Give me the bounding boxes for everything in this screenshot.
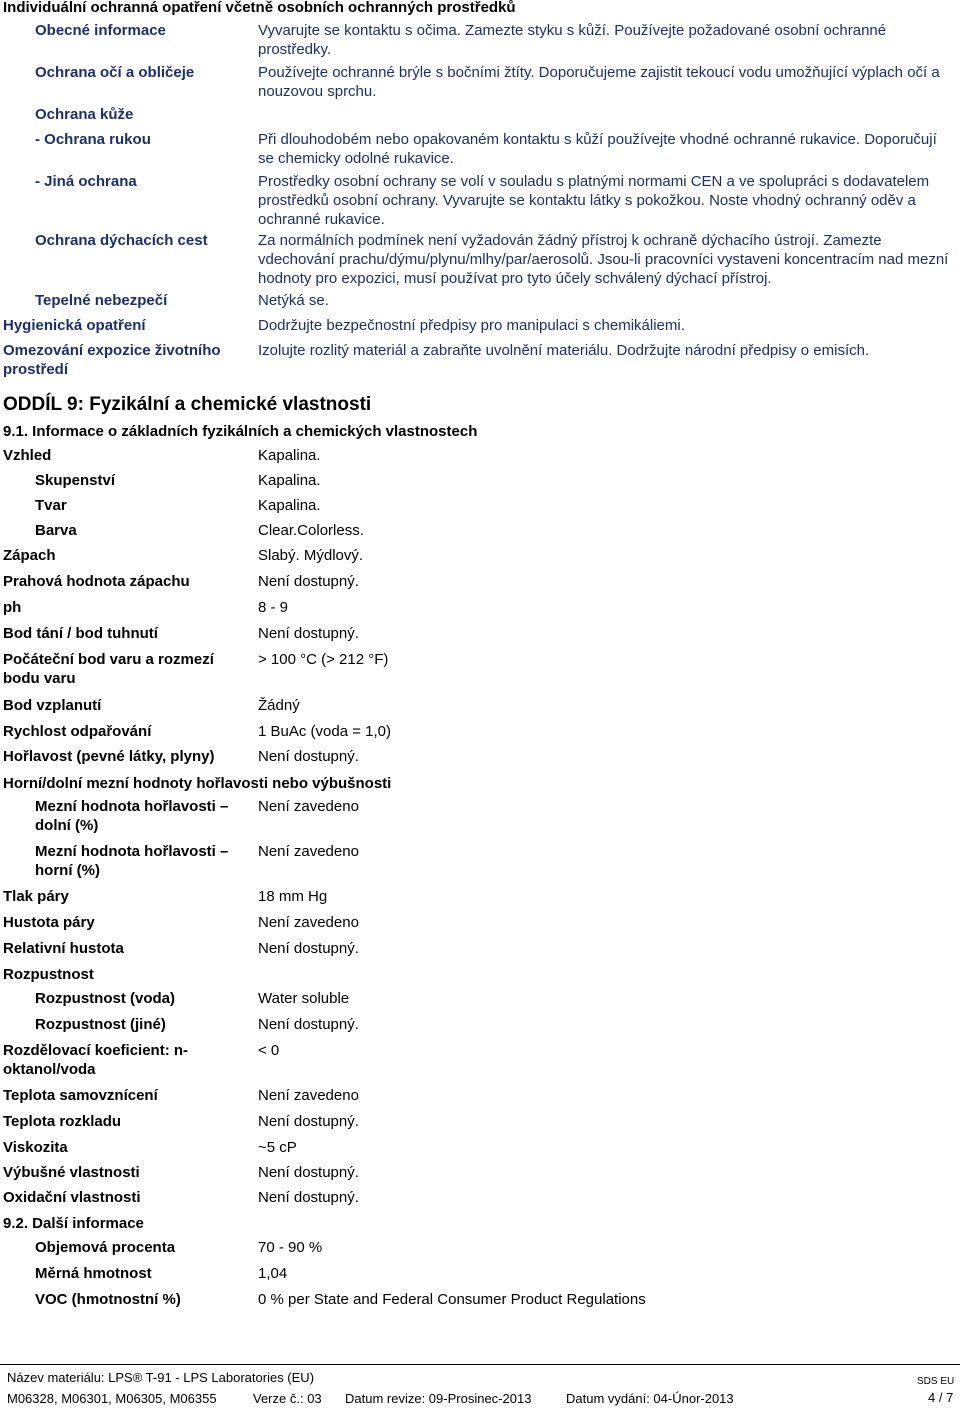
subsection-9-2-title: 9.2. Další informace: [3, 1215, 144, 1232]
prop-value: Není zavedeno: [258, 843, 359, 860]
other-label: Měrná hmotnost: [35, 1265, 152, 1282]
label-hand-protection: - Ochrana rukou: [35, 131, 151, 148]
prop-value: 18 mm Hg: [258, 888, 328, 905]
prop-group-label: Horní/dolní mezní hodnoty hořlavosti nebo výbušnosti: [3, 775, 392, 792]
prop-label: Rozpustnost (jiné): [35, 1016, 166, 1033]
prop-label: Mezní hodnota hořlavosti – horní (%): [35, 843, 229, 879]
prop-label: Tvar: [35, 497, 67, 514]
prop-value: Není dostupný.: [258, 1016, 359, 1033]
label-thermal-hazards: Tepelné nebezpečí: [35, 292, 168, 309]
footer-material-name: Název materiálu: LPS® T-91 - LPS Laboratories (EU): [7, 1370, 315, 1385]
label-environmental-exposure: Omezování expozice životního prostředí: [3, 342, 221, 378]
prop-label: Tlak páry: [3, 888, 69, 905]
label-other-protection: - Jiná ochrana: [35, 173, 137, 190]
prop-label: Výbušné vlastnosti: [3, 1164, 140, 1181]
text-hand-protection: Při dlouhodobém nebo opakovaném kontaktu s kůží používejte vhodné ochranné rukavice. Doporučují se chemicky odolné rukavice.: [258, 131, 937, 167]
prop-label: Hořlavost (pevné látky, plyny): [3, 748, 215, 765]
prop-value: Není dostupný.: [258, 940, 359, 957]
prop-value: Není zavedeno: [258, 798, 359, 815]
prop-value: Není dostupný.: [258, 625, 359, 642]
prop-label: Bod tání / bod tuhnutí: [3, 625, 158, 642]
footer-issue-date: Datum vydání: 04-Únor-2013: [566, 1391, 734, 1406]
prop-value: Není dostupný.: [258, 1189, 359, 1206]
prop-value: Není dostupný.: [258, 748, 359, 765]
other-label: Objemová procenta: [35, 1239, 176, 1256]
text-general-info: Vyvarujte se kontaktu s očima. Zamezte styku s kůží. Používejte požadované osobní ochranné prostředky.: [258, 22, 887, 58]
section-9-title: ODDÍL 9: Fyzikální a chemické vlastnosti: [3, 394, 372, 415]
prop-value: Není dostupný.: [258, 573, 359, 590]
text-respiratory-protection: Za normálních podmínek není vyžadován žádný přístroj k ochraně dýchacího ústrojí. Zamezte vdechování prachu/dýmu/plynu/mlhy/par/aerosolů. Jsou-li pracovníci vystaveni koncentracím nad mezní hodnoty pro expozici, musí používat pro tyto účely schválený dýchací přístroj.: [258, 232, 949, 287]
other-label: VOC (hmotnostní %): [35, 1291, 181, 1308]
prop-label: Hustota páry: [3, 914, 95, 931]
text-thermal-hazards: Netýká se.: [258, 292, 329, 309]
prop-value: Kapalina.: [258, 497, 321, 514]
prop-value: > 100 °C (> 212 °F): [258, 651, 389, 668]
prop-label: Teplota rozkladu: [3, 1113, 122, 1130]
footer-sds-label: SDS EU: [917, 1376, 955, 1387]
footer-product-codes: M06328, M06301, M06305, M06355: [7, 1391, 217, 1406]
text-environmental-exposure: Izolujte rozlitý materiál a zabraňte uvolnění materiálu. Dodržujte národní předpisy o emisích.: [258, 342, 870, 359]
prop-label: Relativní hustota: [3, 940, 124, 957]
other-value: 70 - 90 %: [258, 1239, 323, 1256]
prop-label: Bod vzplanutí: [3, 697, 102, 714]
prop-value: Není zavedeno: [258, 914, 359, 931]
prop-label: Viskozita: [3, 1139, 68, 1156]
other-value: 1,04: [258, 1265, 288, 1282]
footer-revision-date: Datum revize: 09-Prosinec-2013: [345, 1391, 532, 1406]
prop-label: Počáteční bod varu a rozmezí bodu varu: [3, 651, 214, 687]
prop-value: < 0: [258, 1042, 280, 1059]
prop-label: Rychlost odpařování: [3, 723, 152, 740]
prop-label: Teplota samovznícení: [3, 1087, 158, 1104]
prop-value: Není zavedeno: [258, 1087, 359, 1104]
prop-value: Water soluble: [258, 990, 350, 1007]
prop-label: Mezní hodnota hořlavosti – dolní (%): [35, 798, 229, 834]
prop-label: Barva: [35, 522, 77, 539]
prop-label: ph: [3, 599, 22, 616]
prop-value: Clear.Colorless.: [258, 522, 364, 539]
text-other-protection: Prostředky osobní ochrany se volí v souladu s platnými normami CEN a ve spolupráci s dodavatelem prostředků osobní ochrany. Vyvarujte se kontaktu látky s pokožkou. Noste vhodný ochranný oděv a ochranné rukavice.: [258, 173, 930, 228]
prop-value: Kapalina.: [258, 472, 321, 489]
prop-value: Žádný: [258, 697, 300, 714]
label-general-info: Obecné informace: [35, 22, 166, 39]
prop-value: Není dostupný.: [258, 1164, 359, 1181]
prop-label: Zápach: [3, 547, 56, 564]
prop-label: Skupenství: [35, 472, 116, 489]
prop-value: 8 - 9: [258, 599, 289, 616]
prop-value: ~5 cP: [258, 1139, 297, 1156]
prop-label: Rozdělovací koeficient: n-oktanol/voda: [3, 1042, 189, 1078]
label-skin-protection: Ochrana kůže: [35, 106, 134, 123]
section-8-heading: Individuální ochranná opatření včetně osobních ochranných prostředků: [3, 0, 516, 16]
prop-value: Kapalina.: [258, 447, 321, 464]
prop-label: Prahová hodnota zápachu: [3, 573, 190, 590]
other-value: 0 % per State and Federal Consumer Product Regulations: [258, 1291, 646, 1308]
prop-value: Není dostupný.: [258, 1113, 359, 1130]
label-respiratory-protection: Ochrana dýchacích cest: [35, 232, 208, 249]
footer-page-number: 4 / 7: [928, 1390, 954, 1405]
text-eye-protection: Používejte ochranné brýle s bočními žtíty. Doporučujeme zajistit tekoucí vodu umožňující výplach očí a nouzovou sprchu.: [258, 64, 940, 100]
prop-label: Vzhled: [3, 447, 52, 464]
prop-group-label: Rozpustnost: [3, 966, 94, 983]
text-hygiene-measures: Dodržujte bezpečnostní předpisy pro manipulaci s chemikáliemi.: [258, 317, 685, 334]
subsection-9-1-title: 9.1. Informace o základních fyzikálních a chemických vlastnostech: [3, 423, 478, 440]
prop-label: Oxidační vlastnosti: [3, 1189, 141, 1206]
label-eye-protection: Ochrana očí a obličeje: [35, 64, 195, 81]
prop-value: Slabý. Mýdlový.: [258, 547, 364, 564]
prop-value: 1 BuAc (voda = 1,0): [258, 723, 391, 740]
prop-label: Rozpustnost (voda): [35, 990, 175, 1007]
footer-divider: [0, 1364, 960, 1365]
label-hygiene-measures: Hygienická opatření: [3, 317, 146, 334]
footer-version: Verze č.: 03: [253, 1391, 322, 1406]
